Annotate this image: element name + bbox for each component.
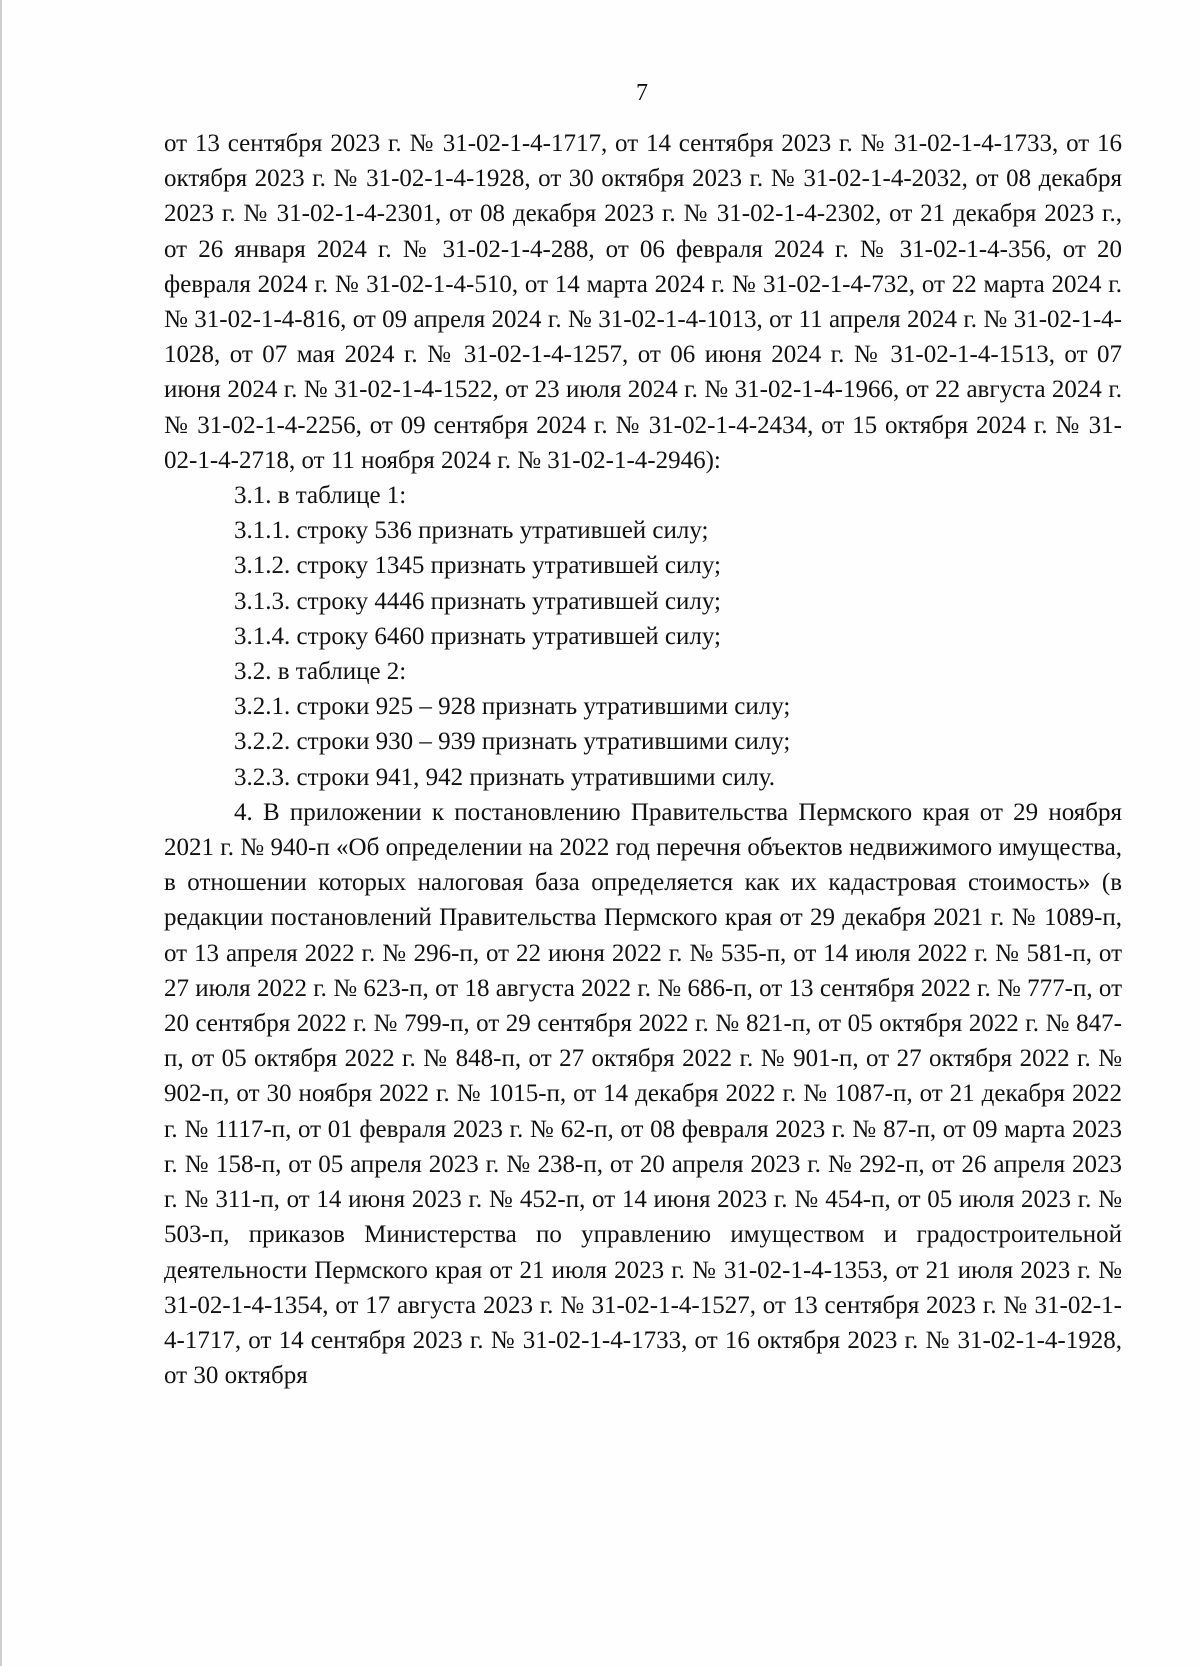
- page-number: 7: [636, 80, 648, 106]
- list-item: 3.2. в таблице 2:: [234, 658, 407, 686]
- list-item: 3.1. в таблице 1:: [234, 482, 407, 510]
- document-body: [164, 126, 1122, 1393]
- paragraph-4: 4. В приложении к постановлению Правительства Пермского края от 29 ноября 2021 г. № 940-п «Об определении на 2022 год перечня объектов недвижимого имущества, в отношении которых налоговая база определяется как их кадастровая стоимость» (в редакции постановлений Правительства Пермского края от 29 декабря 2021 г. № 1089-п, от 13 апреля 2022 г. № 296-п, от 22 июня 2022 г. № 535-п, от 14 июля 2022 г. № 581-п, от 27 июля 2022 г. № 623-п, от 18 августа 2022 г. № 686-п, от 13 сентября 2022 г. № 777-п, от 20 сентября 2022 г. № 799-п, от 29 сентября 2022 г. № 821-п, от 05 октября 2022 г. № 847-п, от 05 октября 2022 г. № 848-п, от 27 октября 2022 г. № 901-п, от 27 октября 2022 г. № 902-п, от 30 ноября 2022 г. № 1015-п, от 14 декабря 2022 г. № 1087-п, от 21 декабря 2022 г. № 1117-п, от 01 февраля 2023 г. № 62-п, от 08 февраля 2023 г. № 87-п, от 09 марта 2023 г. № 158-п, от 05 апреля 2023 г. № 238-п, от 20 апреля 2023 г. № 292-п, от 26 апреля 2023 г. № 311-п, от 14 июня 2023 г. № 452-п, от 14 июня 2023 г. № 454-п, от 05 июля 2023 г. № 503-п, приказов Министерства по управлению имуществом и градостроительной деятельности Пермского края от 21 июля 2023 г. № 31-02-1-4-1353, от 21 июля 2023 г. № 31-02-1-4-1354, от 17 августа 2023 г. № 31-02-1-4-1527, от 13 сентября 2023 г. № 31-02-1-4-1717, от 14 сентября 2023 г. № 31-02-1-4-1733, от 16 октября 2023 г. № 31-02-1-4-1928, от 30 октября: [164, 798, 1122, 1390]
- list-item: 3.1.4. строку 6460 признать утратившей силу;: [234, 622, 721, 650]
- list-item: 3.1.2. строку 1345 признать утратившей силу;: [234, 552, 721, 580]
- list-item: 3.1.1. строку 536 признать утратившей силу;: [234, 517, 709, 545]
- list-item: 3.2.1. строки 925 – 928 признать утратившими силу;: [234, 693, 791, 721]
- list-item: 3.2.2. строки 930 – 939 признать утратившими силу;: [234, 728, 791, 756]
- paragraph-continuation: от 13 сентября 2023 г. № 31-02-1-4-1717, от 14 сентября 2023 г. № 31-02-1-4-1733, от 16 октября 2023 г. № 31-02-1-4-1928, от 30 октября 2023 г. № 31-02-1-4-2032, от 08 декабря 2023 г. № 31-02-1-4-2301, от 08 декабря 2023 г. № 31-02-1-4-2302, от 21 декабря 2023 г., от 26 января 2024 г. № 31-02-1-4-288, от 06 февраля 2024 г. № 31-02-1-4-356, от 20 февраля 2024 г. № 31-02-1-4-510, от 14 марта 2024 г. № 31-02-1-4-732, от 22 марта 2024 г. № 31-02-1-4-816, от 09 апреля 2024 г. № 31-02-1-4-1013, от 11 апреля 2024 г. № 31-02-1-4-1028, от 07 мая 2024 г. № 31-02-1-4-1257, от 06 июня 2024 г. № 31-02-1-4-1513, от 07 июня 2024 г. № 31-02-1-4-1522, от 23 июля 2024 г. № 31-02-1-4-1966, от 22 августа 2024 г. № 31-02-1-4-2256, от 09 сентября 2024 г. № 31-02-1-4-2434, от 15 октября 2024 г. № 31-02-1-4-2718, от 11 ноября 2024 г. № 31-02-1-4-2946):: [164, 130, 1122, 474]
- list-item: 3.2.3. строки 941, 942 признать утратившими силу.: [234, 763, 775, 791]
- list-item: 3.1.3. строку 4446 признать утратившей силу;: [234, 587, 721, 615]
